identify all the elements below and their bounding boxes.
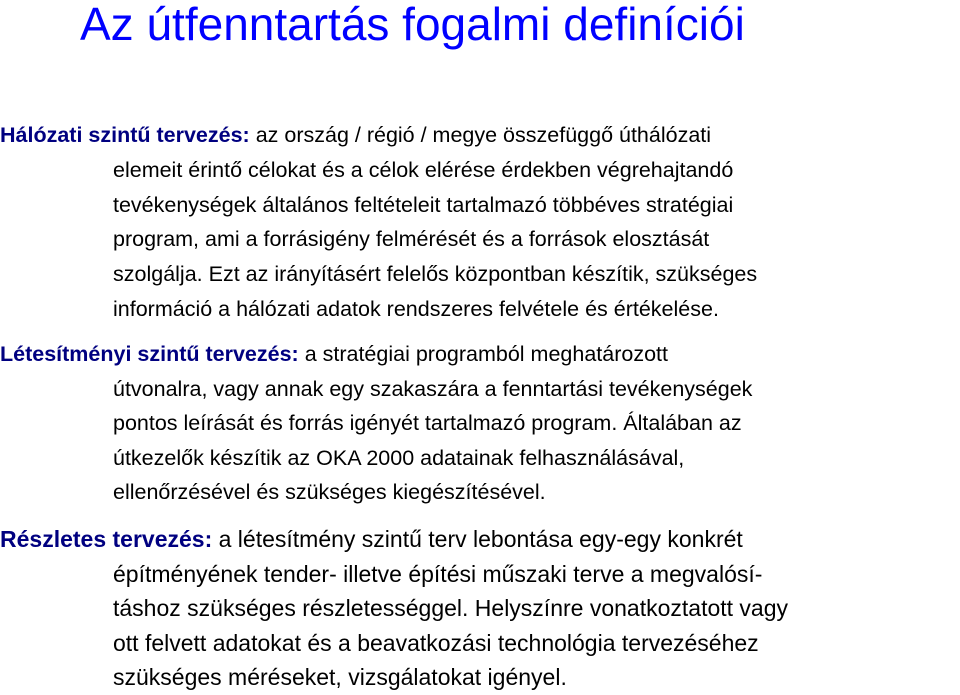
page-title: Az útfenntartás fogalmi definíciói — [80, 0, 745, 50]
definition-term: Hálózati szintű tervezés: — [0, 123, 250, 147]
definition-line: pontos leírását és forrás igényét tartalmazó program. Általában az — [113, 411, 742, 436]
definition-line: szolgálja. Ezt az irányításért felelős központban készítik, szükséges — [113, 262, 758, 287]
definition-text: az ország / régió / megye összefüggő úthálózati — [249, 123, 712, 147]
definition-detailed — [0, 522, 960, 695]
definition-line: táshoz szükséges részletességgel. Helyszínre vonatkoztatott vagy — [113, 595, 789, 622]
definition-line: tevékenységek általános feltételeit tartalmazó többéves stratégiai — [113, 192, 734, 217]
definition-first-line — [0, 522, 960, 557]
definition-line: program, ami a forrásigény felmérését és a források elosztását — [113, 227, 710, 252]
definition-line: szükséges méréseket, vizsgálatokat igényel. — [113, 664, 567, 691]
definition-text: a létesítmény szintű terv lebontása egy-egy konkrét — [212, 526, 743, 552]
definition-term: Részletes tervezés: — [0, 526, 213, 552]
definition-line: építményének tender- illetve építési műszaki terve a megvalósí- — [113, 560, 763, 587]
definition-line: ellenőrzésével és szükséges kiegészítésével. — [113, 480, 546, 505]
definition-first-line — [0, 337, 960, 372]
definition-line: útkezelők készítik az OKA 2000 adatainak felhasználásával, — [113, 445, 685, 470]
definition-facility-level — [0, 337, 960, 510]
definition-line: elemeit érintő célokat és a célok elérése érdekben végrehajtandó — [113, 157, 734, 182]
definition-text: a stratégiai programból meghatározott — [298, 342, 668, 366]
definition-line: ott felvett adatokat és a beavatkozási technológia tervezéséhez — [113, 629, 759, 656]
definition-network-level — [0, 118, 960, 327]
definition-term: Létesítményi szintű tervezés: — [0, 342, 299, 366]
definition-line: útvonalra, vagy annak egy szakaszára a fenntartási tevékenységek — [113, 376, 753, 401]
definition-first-line — [0, 118, 960, 153]
definition-line: információ a hálózati adatok rendszeres felvétele és értékelése. — [113, 296, 719, 321]
